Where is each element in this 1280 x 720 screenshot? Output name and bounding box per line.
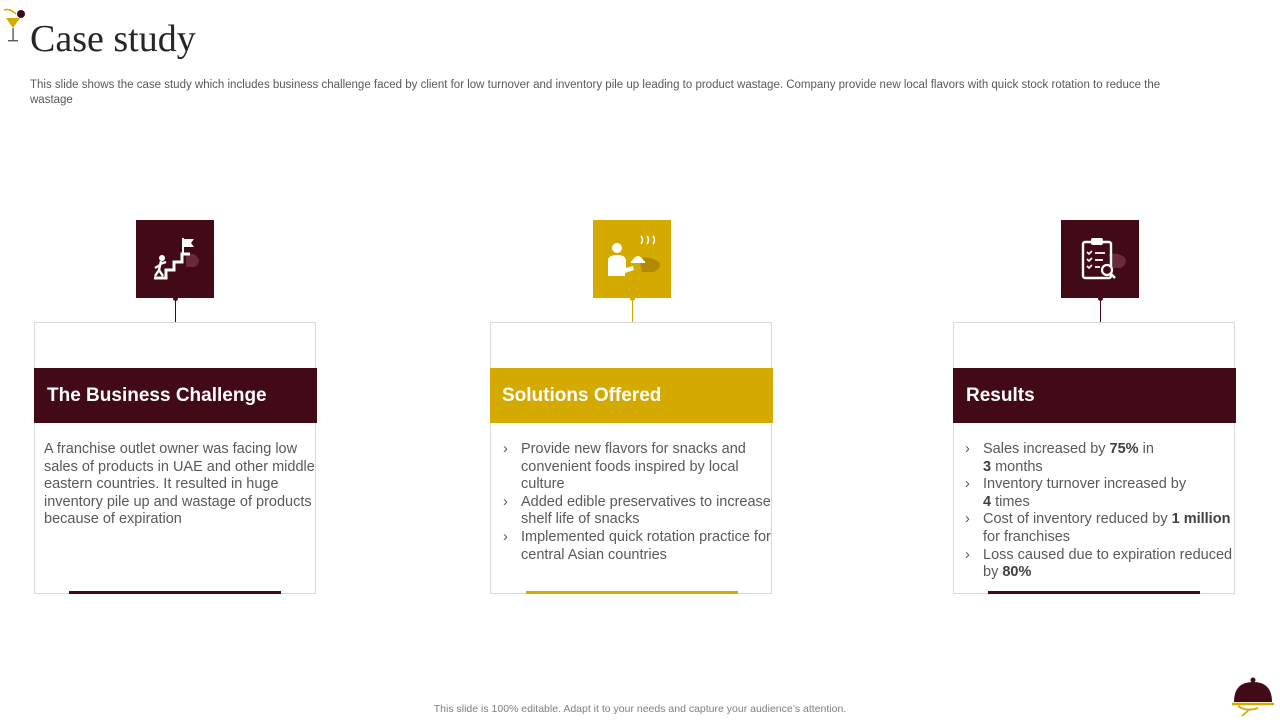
results-icon-box bbox=[1061, 220, 1139, 298]
cocktail-glass-logo-icon bbox=[2, 6, 28, 44]
list-item: › Provide new flavors for snacks and convenient foods inspired by local culture bbox=[501, 441, 771, 494]
list-item: › Inventory turnover increased by 4 times bbox=[963, 476, 1234, 511]
connector-line bbox=[1100, 296, 1101, 323]
card-underline bbox=[988, 591, 1200, 594]
list-item: › Sales increased by 75% in 3 months bbox=[963, 441, 1234, 476]
serving-cloche-logo-icon bbox=[1230, 676, 1276, 718]
page-subtitle: This slide shows the case study which includes business challenge faced by client for low turnover and inventory pile up leading to product wastage. Company provide new local flavors with quick stock rotation to reduce the wastage bbox=[30, 79, 1161, 106]
stairs-climbing-to-flag-icon bbox=[144, 228, 206, 290]
business-challenge-text: A franchise outlet owner was facing low sales of products in UAE and other middle eastern countries. It resulted in huge inventory pile up and wastage of products because of expiration bbox=[44, 441, 315, 528]
connector-line bbox=[175, 296, 176, 323]
connector-dot bbox=[630, 296, 635, 301]
card-underline bbox=[69, 591, 281, 594]
connector-dot bbox=[1098, 296, 1103, 301]
results-card bbox=[953, 322, 1235, 594]
card-underline bbox=[526, 591, 738, 594]
list-item: › Loss caused due to expiration reduced by 80% bbox=[963, 547, 1234, 582]
list-item: › Cost of inventory reduced by 1 million for franchises bbox=[963, 511, 1234, 546]
results-body bbox=[963, 441, 1234, 582]
results-list bbox=[963, 441, 1234, 582]
connector-dot bbox=[173, 296, 178, 301]
footer-note: This slide is 100% editable. Adapt it to your needs and capture your audience’s attention. bbox=[433, 703, 847, 715]
business-challenge-card bbox=[34, 322, 316, 594]
connector-line bbox=[632, 296, 633, 323]
page-title: Case study bbox=[30, 18, 196, 60]
list-item: › Added edible preservatives to increase shelf life of snacks bbox=[501, 494, 771, 529]
chef-serving-food-icon bbox=[599, 228, 665, 290]
business-challenge-body bbox=[44, 441, 315, 529]
solutions-offered-body bbox=[501, 441, 771, 564]
results-header: Results bbox=[953, 368, 1236, 423]
solutions-offered-icon-box bbox=[593, 220, 671, 298]
business-challenge-header: The Business Challenge bbox=[34, 368, 317, 423]
list-item: › Implemented quick rotation practice for central Asian countries bbox=[501, 529, 771, 564]
business-challenge-icon-box bbox=[136, 220, 214, 298]
solutions-offered-header: Solutions Offered bbox=[490, 368, 773, 423]
solutions-offered-card bbox=[490, 322, 772, 594]
clipboard-checklist-magnifier-icon bbox=[1069, 228, 1131, 290]
solutions-list bbox=[501, 441, 771, 564]
